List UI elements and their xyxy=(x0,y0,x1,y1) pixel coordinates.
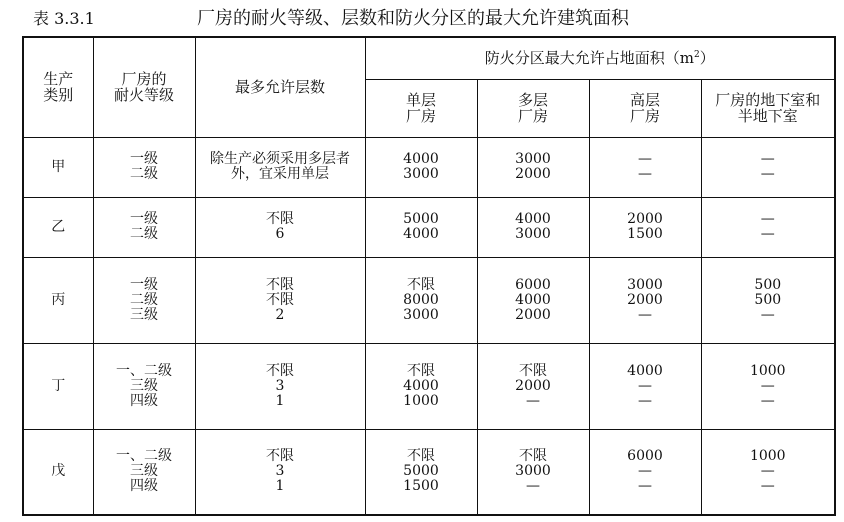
cell-category: 乙 xyxy=(23,197,93,257)
cell-basement: — — xyxy=(701,197,835,257)
cell-rating: 一、二级 三级 四级 xyxy=(93,429,195,515)
cell-single: 5000 4000 xyxy=(365,197,477,257)
cell-floors: 不限 不限 2 xyxy=(195,257,365,343)
cell-floors: 不限 3 1 xyxy=(195,429,365,515)
cell-basement: 1000 — — xyxy=(701,429,835,515)
table-title: 厂房的耐火等级、层数和防火分区的最大允许建筑面积 xyxy=(197,8,629,29)
cell-high: 6000 — — xyxy=(589,429,701,515)
cell-multi: 不限 2000 — xyxy=(477,343,589,429)
cell-rating: 一级 二级 xyxy=(93,197,195,257)
cell-multi: 3000 2000 xyxy=(477,137,589,197)
header-single-storey: 单层 厂房 xyxy=(365,79,477,137)
header-category: 生产 类别 xyxy=(23,37,93,137)
cell-basement: 500 500 — xyxy=(701,257,835,343)
cell-category: 丙 xyxy=(23,257,93,343)
cell-category: 甲 xyxy=(23,137,93,197)
cell-rating: 一级 二级 三级 xyxy=(93,257,195,343)
cell-floors: 除生产必须采用多层者 外，宜采用单层 xyxy=(195,137,365,197)
cell-multi: 不限 3000 — xyxy=(477,429,589,515)
cell-high: 3000 2000 — xyxy=(589,257,701,343)
cell-single: 不限 4000 1000 xyxy=(365,343,477,429)
cell-floors: 不限 3 1 xyxy=(195,343,365,429)
cell-single: 不限 5000 1500 xyxy=(365,429,477,515)
table-row xyxy=(23,197,835,257)
cell-high: — — xyxy=(589,137,701,197)
header-basement: 厂房的地下室和 半地下室 xyxy=(701,79,835,137)
table-number: 表 3.3.1 xyxy=(33,9,95,28)
header-max-floors: 最多允许层数 xyxy=(195,37,365,137)
cell-single: 不限 8000 3000 xyxy=(365,257,477,343)
cell-rating: 一级 二级 xyxy=(93,137,195,197)
header-fire-rating: 厂房的 耐火等级 xyxy=(93,37,195,137)
table-row xyxy=(23,257,835,343)
fire-rating-table xyxy=(22,36,836,516)
cell-floors: 不限 6 xyxy=(195,197,365,257)
cell-multi: 4000 3000 xyxy=(477,197,589,257)
cell-high: 4000 — — xyxy=(589,343,701,429)
header-multi-storey: 多层 厂房 xyxy=(477,79,589,137)
cell-single: 4000 3000 xyxy=(365,137,477,197)
cell-category: 丁 xyxy=(23,343,93,429)
table-row xyxy=(23,429,835,515)
cell-basement: — — xyxy=(701,137,835,197)
table-row xyxy=(23,343,835,429)
cell-multi: 6000 4000 2000 xyxy=(477,257,589,343)
cell-basement: 1000 — — xyxy=(701,343,835,429)
table-row xyxy=(23,137,835,197)
cell-high: 2000 1500 xyxy=(589,197,701,257)
cell-category: 戊 xyxy=(23,429,93,515)
header-high-rise: 高层 厂房 xyxy=(589,79,701,137)
header-area-group: 防火分区最大允许占地面积$(m^2)$ xyxy=(365,37,835,79)
cell-rating: 一、二级 三级 四级 xyxy=(93,343,195,429)
